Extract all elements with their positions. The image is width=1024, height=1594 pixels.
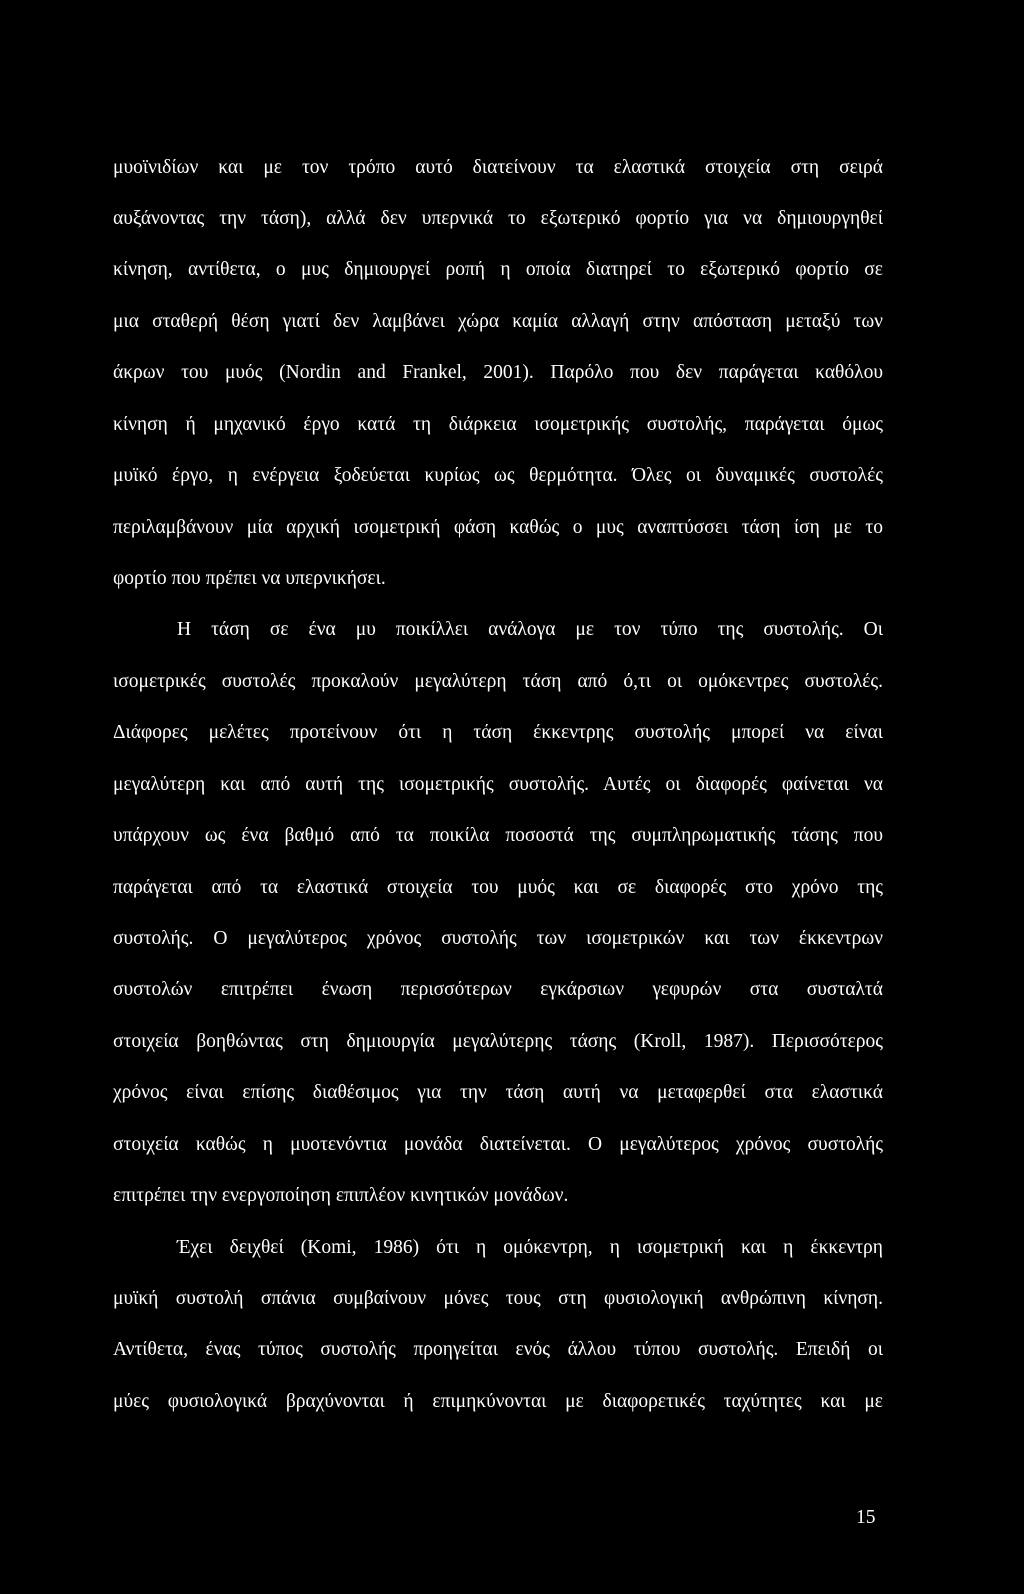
paragraph-2-line-12: επιτρέπει την ενεργοποίηση επιπλέον κινητικών μονάδων. [113, 1185, 569, 1206]
paragraph-2-line-9: στοιχεία βοηθώντας στη δημιουργία μεγαλύτερης τάσης (Kroll, 1987). Περισσότερος [113, 1031, 883, 1052]
paragraph-2-line-6: παράγεται από τα ελαστικά στοιχεία του μυός και σε διαφορές στο χρόνο της [113, 877, 883, 898]
paragraph-3-line-4: μύες φυσιολογικά βραχύνονται ή επιμηκύνονται με διαφορετικές ταχύτητες και με [113, 1391, 883, 1412]
paragraph-1-line-2: αυξάνοντας την τάση), αλλά δεν υπερνικά το εξωτερικό φορτίο για να δημιουργηθεί [113, 208, 883, 229]
paragraph-2-line-7: συστολής. Ο μεγαλύτερος χρόνος συστολής των ισομετρικών και των έκκεντρων [113, 928, 883, 949]
paragraph-2-line-10: χρόνος είναι επίσης διαθέσιμος για την τάση αυτή να μεταφερθεί στα ελαστικά [113, 1082, 883, 1103]
paragraph-3-line-1: Έχει δειχθεί (Komi, 1986) ότι η ομόκεντρη, η ισομετρική και η έκκεντρη [177, 1237, 883, 1258]
paragraph-1-line-3: κίνηση, αντίθετα, ο μυς δημιουργεί ροπή η οποία διατηρεί το εξωτερικό φορτίο σε [113, 259, 883, 280]
paragraph-2-line-1: Η τάση σε ένα μυ ποικίλλει ανάλογα με τον τύπο της συστολής. Οι [177, 619, 883, 640]
paragraph-2-line-8: συστολών επιτρέπει ένωση περισσότερων εγκάρσιων γεφυρών στα συσταλτά [113, 979, 883, 1000]
paragraph-1-line-5: άκρων του μυός (Nordin and Frankel, 2001). Παρόλο που δεν παράγεται καθόλου [113, 362, 883, 383]
paragraph-2-line-3: Διάφορες μελέτες προτείνουν ότι η τάση έκκεντρης συστολής μπορεί να είναι [113, 722, 883, 743]
paragraph-1-line-9: φορτίο που πρέπει να υπερνικήσει. [113, 568, 386, 589]
paragraph-2-line-4: μεγαλύτερη και από αυτή της ισομετρικής συστολής. Αυτές οι διαφορές φαίνεται να [113, 774, 883, 795]
paragraph-2-line-11: στοιχεία καθώς η μυοτενόντια μονάδα διατείνεται. Ο μεγαλύτερος χρόνος συστολής [113, 1134, 883, 1155]
paragraph-3-line-3: Αντίθετα, ένας τύπος συστολής προηγείται ενός άλλου τύπου συστολής. Επειδή οι [113, 1339, 883, 1360]
paragraph-2-line-5: υπάρχουν ως ένα βαθμό από τα ποικίλα ποσοστά της συμπληρωματικής τάσης που [113, 825, 883, 846]
paragraph-1-line-4: μια σταθερή θέση γιατί δεν λαμβάνει χώρα καμία αλλαγή στην απόσταση μεταξύ των [113, 311, 883, 332]
paragraph-1-line-8: περιλαμβάνουν μία αρχική ισομετρική φάση καθώς ο μυς αναπτύσσει τάση ίση με το [113, 517, 883, 538]
paragraph-3-line-2: μυϊκή συστολή σπάνια συμβαίνουν μόνες τους στη φυσιολογική ανθρώπινη κίνηση. [113, 1288, 883, 1309]
paragraph-1-line-6: κίνηση ή μηχανικό έργο κατά τη διάρκεια ισομετρικής συστολής, παράγεται όμως [113, 414, 883, 435]
page-number: 15 [856, 1507, 876, 1528]
paragraph-2-line-2: ισομετρικές συστολές προκαλούν μεγαλύτερη τάση από ό,τι οι ομόκεντρες συστολές. [113, 671, 883, 692]
paragraph-1-line-7: μυϊκό έργο, η ενέργεια ξοδεύεται κυρίως ως θερμότητα. Όλες οι δυναμικές συστολές [113, 465, 883, 486]
paragraph-1-line-1: μυοϊνιδίων και με τον τρόπο αυτό διατείνουν τα ελαστικά στοιχεία στη σειρά [113, 157, 883, 178]
